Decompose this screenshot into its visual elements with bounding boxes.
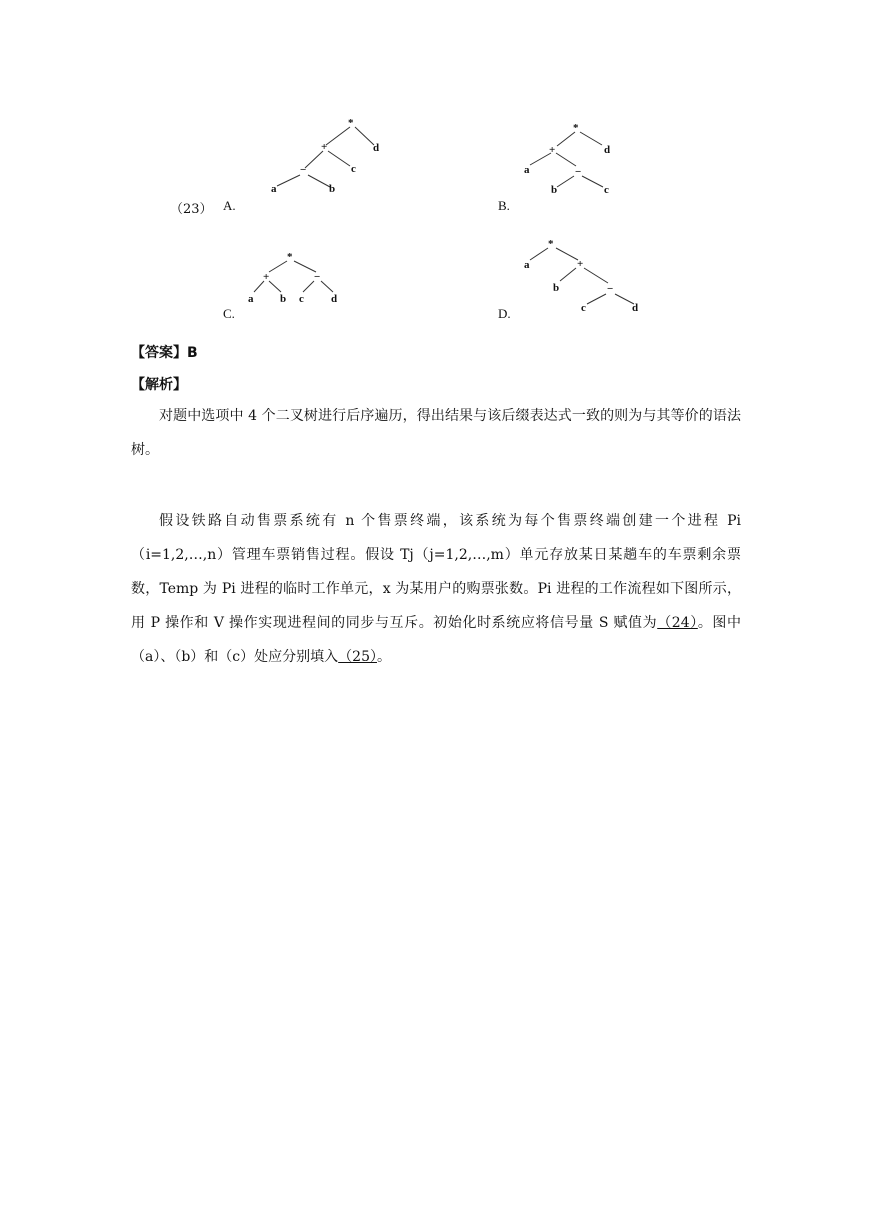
- edge: [303, 281, 314, 292]
- node: +: [263, 271, 270, 283]
- node: d: [604, 144, 611, 156]
- node: d: [373, 142, 380, 154]
- question-paragraph: [131, 504, 741, 674]
- node: *: [548, 238, 554, 250]
- node: b: [329, 183, 336, 195]
- node: b: [551, 184, 558, 196]
- edge: [584, 268, 608, 283]
- node: −: [314, 271, 321, 283]
- node: a: [271, 183, 277, 195]
- question-number: （23）: [170, 202, 213, 217]
- node: c: [351, 163, 356, 175]
- edge: [580, 132, 602, 145]
- node: d: [632, 302, 639, 314]
- node: b: [280, 293, 287, 305]
- node: +: [577, 258, 584, 270]
- question-24-25: [131, 504, 741, 674]
- option-b-label: B.: [498, 198, 510, 213]
- node: −: [575, 166, 582, 178]
- node: *: [348, 117, 354, 129]
- option-c-label: C.: [223, 306, 235, 321]
- question-text-3: 。: [376, 649, 391, 665]
- node: *: [287, 251, 293, 263]
- edge: [328, 151, 350, 166]
- node: +: [321, 141, 328, 153]
- node: a: [524, 259, 530, 271]
- edge: [587, 294, 606, 304]
- node: −: [607, 283, 614, 295]
- node: *: [573, 122, 579, 134]
- edge: [294, 261, 316, 272]
- node: c: [299, 293, 304, 305]
- edge: [556, 248, 578, 260]
- node: −: [300, 164, 307, 176]
- question-text-1: 假设铁路自动售票系统有 n 个售票终端，该系统为每个售票终端创建一个进程 Pi（i=1,2,…,n）管理车票销售过程。假设 Tj（j=1,2,…,m）单元存放某日某趟车的车票剩余票数，Temp 为 Pi 进程的临时工作单元，x 为某用户的购票张数。Pi 进程的工作流程如下图所示，用 P 操作和 V 操作实现进程间的同步与互斥。初始化时系统应将信号量 S 赋值为: [131, 513, 741, 631]
- analysis-heading: 【解析】: [131, 377, 187, 393]
- option-a-label: A.: [223, 198, 236, 213]
- edge: [560, 268, 576, 281]
- edge: [582, 176, 603, 187]
- blank-25: （25）: [338, 649, 377, 665]
- option-a-tree: [262, 115, 392, 195]
- edge: [269, 281, 281, 292]
- edge: [557, 132, 575, 146]
- edge: [530, 153, 551, 165]
- answer-line: [131, 342, 198, 362]
- analysis-paragraph: 对题中选项中 4 个二叉树进行后序遍历，得出结果与该后缀表达式一致的则为与其等价的语法树。: [131, 408, 741, 458]
- node: +: [549, 144, 556, 156]
- analysis-text: [131, 399, 741, 467]
- node: b: [553, 282, 560, 294]
- edge: [321, 281, 333, 292]
- edge: [530, 248, 548, 260]
- option-d-tree: [520, 236, 650, 316]
- option-d-label: D.: [498, 306, 511, 321]
- answer-value: B: [187, 345, 198, 361]
- node: a: [248, 293, 254, 305]
- answer-label: 【答案】: [131, 345, 187, 361]
- node: a: [524, 164, 530, 176]
- edge: [326, 127, 350, 145]
- edge: [557, 176, 574, 187]
- option-c-tree: [243, 250, 353, 310]
- edge: [277, 175, 300, 186]
- edge: [269, 261, 287, 272]
- node: c: [604, 184, 609, 196]
- edge: [305, 151, 323, 168]
- question-text-2: 。图中（a）、（b）和（c）处应分别填入: [131, 615, 741, 665]
- blank-24: （24）: [657, 615, 698, 631]
- option-b-tree: [520, 120, 630, 200]
- edge: [355, 127, 374, 145]
- node: d: [331, 293, 338, 305]
- node: c: [581, 302, 586, 314]
- edge: [556, 153, 576, 166]
- edge: [308, 175, 330, 187]
